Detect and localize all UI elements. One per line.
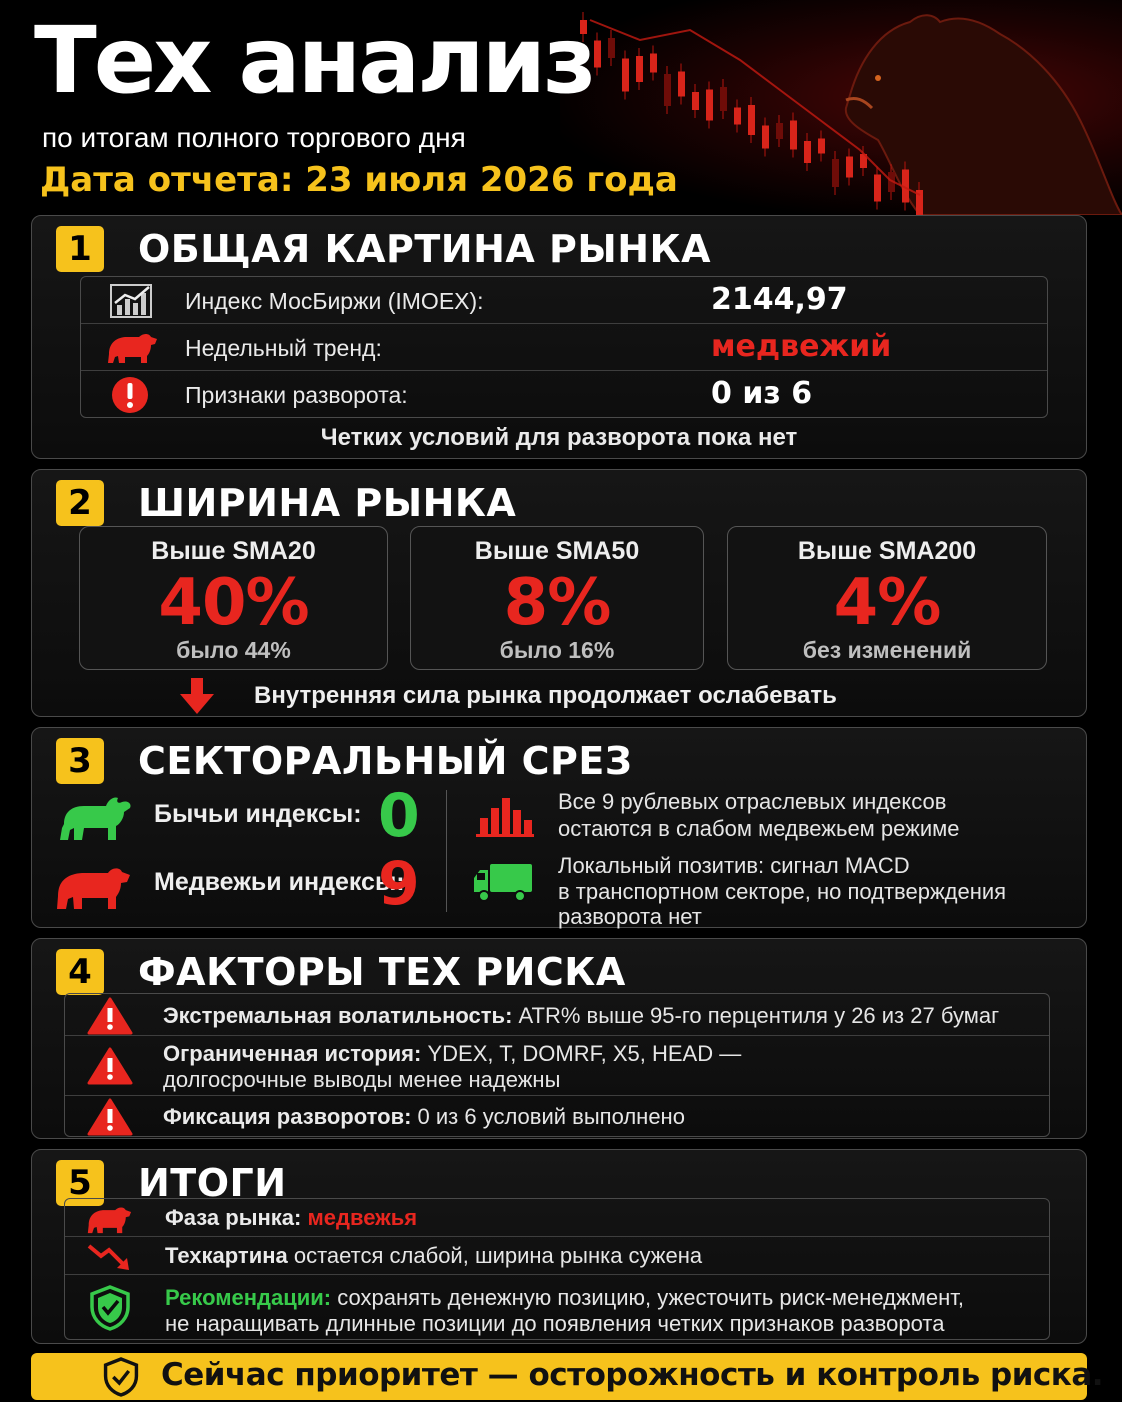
bear-indices-value: 9 — [378, 849, 420, 919]
chart-up-icon — [109, 283, 155, 324]
section-number: 5 — [56, 1160, 104, 1206]
candle-body — [678, 72, 685, 97]
breadth-note: Внутренняя сила рынка продолжает ослабевать — [254, 682, 837, 709]
risk-row-volatility — [65, 994, 1049, 1036]
risk-text: 0 из 6 условий выполнено — [411, 1104, 685, 1129]
sector-note-1-line-1: Все 9 рублевых отраслевых индексов — [558, 789, 947, 814]
candle-body — [636, 56, 643, 82]
breadth-card-sma200 — [727, 526, 1047, 670]
risk-text: YDEX, T, DOMRF, X5, HEAD — — [421, 1041, 742, 1066]
rec-text-continued: не наращивать длинные позиции до появления четких признаков разворота — [165, 1311, 945, 1336]
risk-row-reversals — [65, 1096, 1049, 1138]
risk-text-continued: долгосрочные выводы менее надежны — [163, 1067, 561, 1092]
card-value: 40% — [158, 566, 309, 640]
overview-row-trend — [81, 324, 1047, 371]
truck-icon — [472, 860, 534, 909]
section-number: 4 — [56, 949, 104, 995]
risk-table — [64, 993, 1050, 1137]
section-title: ОБЩАЯ КАРТИНА РЫНКА — [138, 227, 712, 271]
trend-label: Недельный тренд: — [185, 335, 382, 361]
candle-body — [832, 159, 839, 187]
bear-icon — [85, 1204, 133, 1239]
section-number: 3 — [56, 738, 104, 784]
rec-text: сохранять денежную позицию, ужесточить риск-менеджмент, — [331, 1285, 964, 1310]
candle-body — [748, 105, 755, 135]
bar-chart-icon — [476, 794, 534, 843]
bull-indices-value: 0 — [378, 781, 420, 851]
overview-row-reversal — [81, 371, 1047, 418]
page-title: Тех анализ — [34, 7, 594, 114]
overview-row-index — [81, 277, 1047, 324]
summary-row-recommendations — [65, 1275, 1049, 1341]
bear-icon — [54, 862, 134, 915]
bull-icon — [58, 794, 134, 847]
index-value: 2144,97 — [711, 282, 848, 317]
trend-down-icon — [87, 1242, 131, 1277]
shield-check-icon — [103, 1357, 139, 1402]
section-title: СЕКТОРАЛЬНЫЙ СРЕЗ — [138, 739, 633, 783]
reversal-label: Признаки разворота: — [185, 382, 408, 408]
footer-text: Сейчас приоритет — осторожность и контроль риска. — [161, 1357, 1104, 1393]
card-label: Выше SMA200 — [797, 537, 977, 565]
card-previous: без изменений — [802, 637, 972, 663]
risk-text: ATR% выше 95-го перцентиля у 26 из 27 бумаг — [512, 1003, 1000, 1028]
risk-factors-panel — [31, 938, 1087, 1139]
bear-indices-label: Медвежьи индексы: — [154, 868, 405, 896]
sector-note-1-line-2: остаются в слабом медвежьем режиме — [558, 816, 960, 841]
candle-body — [650, 54, 657, 73]
tech-label: Техкартина — [165, 1243, 288, 1268]
report-date: Дата отчета: 23 июля 2026 года — [40, 160, 678, 200]
candle-body — [692, 92, 699, 110]
overview-note: Четких условий для разворота пока нет — [320, 424, 798, 451]
vertical-divider — [446, 790, 447, 912]
sector-note-2-line-2: в транспортном секторе, но подтверждения — [558, 879, 1007, 904]
card-value: 8% — [503, 566, 611, 640]
reversal-value: 0 из 6 — [711, 376, 813, 411]
risk-title: Фиксация разворотов: — [163, 1104, 412, 1129]
candle-body — [846, 157, 853, 178]
card-label: Выше SMA50 — [474, 537, 640, 565]
breadth-card-sma20 — [79, 526, 388, 670]
bull-indices-label: Бычьи индексы: — [154, 800, 362, 828]
candle-body — [622, 59, 629, 92]
warning-icon — [87, 1098, 133, 1141]
card-previous: было 16% — [499, 637, 615, 663]
summary-table — [64, 1198, 1050, 1340]
warning-icon — [87, 997, 133, 1040]
breadth-card-sma50 — [410, 526, 704, 670]
sector-slice-panel — [31, 727, 1087, 928]
candle-body — [776, 123, 783, 139]
market-breadth-panel — [31, 469, 1087, 717]
candle-body — [874, 175, 881, 202]
phase-value: медвежья — [307, 1205, 418, 1230]
sector-note-2-line-1: Локальный позитив: сигнал MACD — [558, 853, 910, 878]
card-previous: было 44% — [176, 637, 291, 663]
risk-row-history — [65, 1036, 1049, 1096]
card-label: Выше SMA20 — [151, 537, 316, 565]
phase-label: Фаза рынка: — [165, 1205, 308, 1230]
sector-note-2-line-3: разворота нет — [558, 904, 702, 929]
section-title: ФАКТОРЫ ТЕХ РИСКА — [138, 950, 626, 994]
candle-body — [594, 41, 601, 68]
candle-body — [664, 74, 671, 106]
candle-body — [790, 121, 797, 150]
tech-text: остается слабой, ширина рынка сужена — [287, 1243, 703, 1268]
candle-body — [762, 126, 769, 149]
warning-icon — [87, 1047, 133, 1090]
market-overview-panel — [31, 215, 1087, 459]
risk-title: Ограниченная история: — [163, 1041, 422, 1066]
bear-icon — [105, 330, 159, 369]
section-number: 1 — [56, 226, 104, 272]
footer-banner — [31, 1353, 1104, 1400]
candle-body — [608, 38, 615, 58]
arrow-down-icon — [180, 678, 214, 719]
candle-body — [804, 141, 811, 163]
section-number: 2 — [56, 480, 104, 526]
shield-check-icon — [89, 1285, 131, 1336]
risk-title: Экстремальная волатильность: — [163, 1003, 513, 1028]
candle-body — [720, 87, 727, 111]
rec-label: Рекомендации: — [165, 1285, 332, 1310]
summary-row-phase — [65, 1199, 1049, 1237]
overview-table — [80, 276, 1048, 418]
trend-value: медвежий — [711, 329, 892, 364]
candle-body — [706, 90, 713, 121]
section-title: ШИРИНА РЫНКА — [138, 481, 517, 525]
section-title: ИТОГИ — [138, 1161, 287, 1205]
candle-body — [818, 139, 825, 154]
page-subtitle: по итогам полного торгового дня — [42, 122, 466, 153]
card-value: 4% — [833, 566, 941, 640]
candle-body — [734, 108, 741, 125]
summary-panel — [31, 1149, 1087, 1344]
index-label: Индекс МосБиржи (IMOEX): — [185, 288, 484, 314]
exclamation-circle-icon — [111, 376, 149, 419]
summary-row-tech — [65, 1237, 1049, 1275]
